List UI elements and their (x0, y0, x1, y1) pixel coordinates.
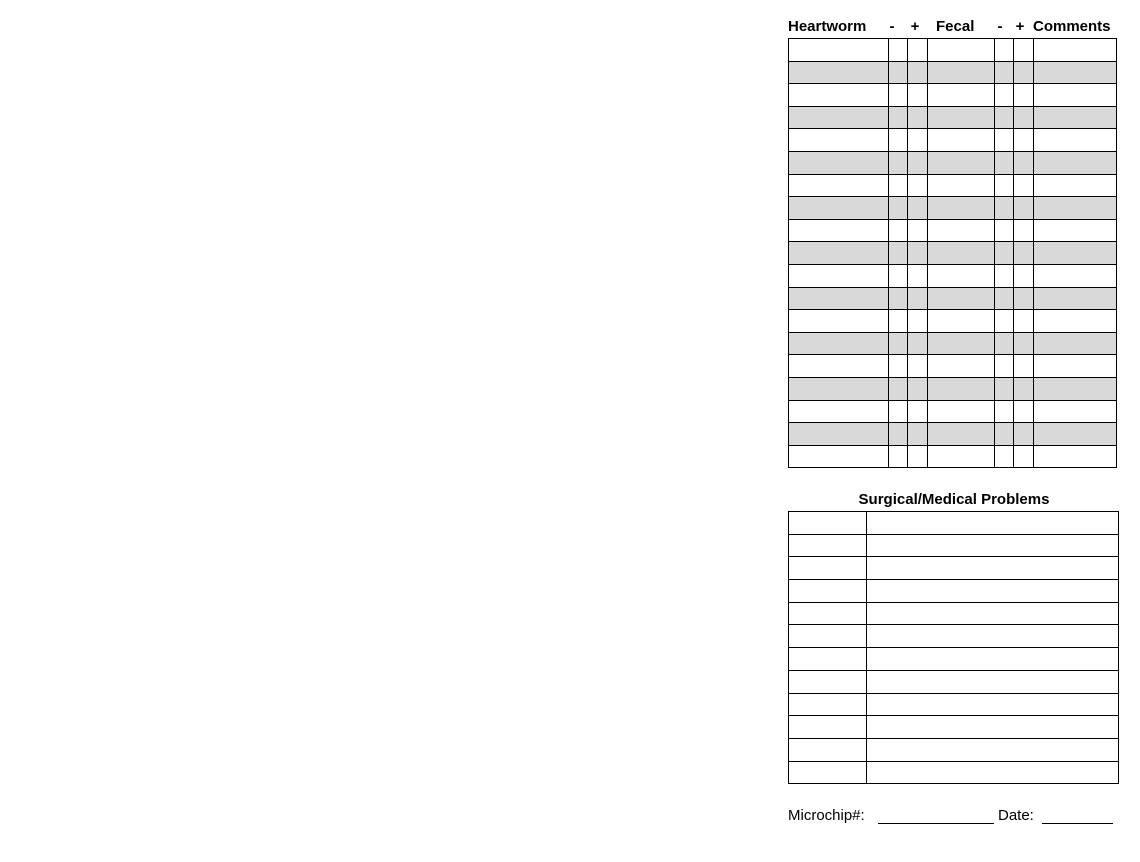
fecal-positive-cell[interactable] (1014, 332, 1034, 355)
fecal-date-cell[interactable] (928, 84, 995, 107)
heartworm-date-cell[interactable] (789, 84, 889, 107)
fecal-date-cell[interactable] (928, 129, 995, 152)
comments-cell[interactable] (1034, 84, 1117, 107)
test-log-row (789, 445, 1117, 468)
problem-description-cell[interactable] (867, 761, 1119, 784)
heartworm-date-cell[interactable] (789, 219, 889, 242)
heartworm-date-cell[interactable] (789, 332, 889, 355)
fecal-positive-cell[interactable] (1014, 400, 1034, 423)
comments-header: Comments (1033, 18, 1111, 35)
fecal-date-cell[interactable] (928, 287, 995, 310)
hw-positive-cell[interactable] (908, 445, 928, 468)
heartworm-header: Heartworm (788, 18, 867, 35)
fecal-positive-cell[interactable] (1014, 423, 1034, 446)
hw-positive-cell[interactable] (908, 61, 928, 84)
comments-cell[interactable] (1034, 400, 1117, 423)
comments-cell[interactable] (1034, 197, 1117, 220)
hw-negative-cell[interactable] (889, 39, 908, 62)
fecal-positive-cell[interactable] (1014, 355, 1034, 378)
test-log-row (789, 174, 1117, 197)
heartworm-negative-header: - (889, 18, 895, 35)
fecal-header: Fecal (936, 18, 975, 35)
comments-cell[interactable] (1034, 445, 1117, 468)
date-field[interactable] (1042, 823, 1113, 824)
hw-positive-cell[interactable] (908, 242, 928, 265)
fecal-negative-cell[interactable] (995, 264, 1014, 287)
microchip-field[interactable] (878, 823, 994, 824)
problem-date-cell[interactable] (789, 648, 867, 671)
test-log-row (789, 151, 1117, 174)
test-log-row (789, 106, 1117, 129)
fecal-positive-cell[interactable] (1014, 106, 1034, 129)
fecal-date-cell[interactable] (928, 400, 995, 423)
problem-date-cell[interactable] (789, 625, 867, 648)
test-log-row (789, 377, 1117, 400)
hw-positive-cell[interactable] (908, 332, 928, 355)
comments-cell[interactable] (1034, 377, 1117, 400)
heartworm-date-cell[interactable] (789, 106, 889, 129)
heartworm-date-cell[interactable] (789, 310, 889, 333)
fecal-positive-cell[interactable] (1014, 445, 1034, 468)
comments-cell[interactable] (1034, 264, 1117, 287)
heartworm-date-cell[interactable] (789, 400, 889, 423)
problem-row (789, 580, 1119, 603)
problem-description-cell[interactable] (867, 557, 1119, 580)
heartworm-date-cell[interactable] (789, 129, 889, 152)
problem-row (789, 625, 1119, 648)
hw-positive-cell[interactable] (908, 219, 928, 242)
fecal-date-cell[interactable] (928, 242, 995, 265)
fecal-positive-cell[interactable] (1014, 39, 1034, 62)
fecal-positive-header: + (1015, 18, 1025, 35)
fecal-negative-cell[interactable] (995, 197, 1014, 220)
problem-date-cell[interactable] (789, 716, 867, 739)
hw-positive-cell[interactable] (908, 197, 928, 220)
test-log-row (789, 310, 1117, 333)
test-log-row (789, 197, 1117, 220)
problem-row (789, 670, 1119, 693)
problem-description-cell[interactable] (867, 580, 1119, 603)
fecal-positive-cell[interactable] (1014, 84, 1034, 107)
fecal-positive-cell[interactable] (1014, 310, 1034, 333)
fecal-positive-cell[interactable] (1014, 377, 1034, 400)
heartworm-date-cell[interactable] (789, 61, 889, 84)
comments-cell[interactable] (1034, 332, 1117, 355)
problem-date-cell[interactable] (789, 602, 867, 625)
heartworm-date-cell[interactable] (789, 39, 889, 62)
problem-row (789, 534, 1119, 557)
fecal-negative-cell[interactable] (995, 84, 1014, 107)
fecal-positive-cell[interactable] (1014, 219, 1034, 242)
problem-date-cell[interactable] (789, 512, 867, 535)
test-log-row (789, 423, 1117, 446)
fecal-date-cell[interactable] (928, 174, 995, 197)
hw-negative-cell[interactable] (889, 332, 908, 355)
comments-cell[interactable] (1034, 423, 1117, 446)
heartworm-date-cell[interactable] (789, 242, 889, 265)
hw-negative-cell[interactable] (889, 400, 908, 423)
problem-row (789, 716, 1119, 739)
problem-date-cell[interactable] (789, 738, 867, 761)
fecal-date-cell[interactable] (928, 106, 995, 129)
hw-negative-cell[interactable] (889, 106, 908, 129)
test-log-row (789, 129, 1117, 152)
problem-description-cell[interactable] (867, 602, 1119, 625)
fecal-negative-cell[interactable] (995, 151, 1014, 174)
fecal-date-cell[interactable] (928, 377, 995, 400)
problem-description-cell[interactable] (867, 534, 1119, 557)
hw-negative-cell[interactable] (889, 445, 908, 468)
problems-table (788, 511, 1119, 784)
comments-cell[interactable] (1034, 151, 1117, 174)
problem-description-cell[interactable] (867, 670, 1119, 693)
heartworm-date-cell[interactable] (789, 377, 889, 400)
comments-cell[interactable] (1034, 219, 1117, 242)
fecal-negative-cell[interactable] (995, 61, 1014, 84)
hw-negative-cell[interactable] (889, 61, 908, 84)
fecal-positive-cell[interactable] (1014, 242, 1034, 265)
fecal-negative-cell[interactable] (995, 423, 1014, 446)
fecal-date-cell[interactable] (928, 310, 995, 333)
hw-positive-cell[interactable] (908, 423, 928, 446)
test-log-row (789, 242, 1117, 265)
hw-negative-cell[interactable] (889, 174, 908, 197)
problem-description-cell[interactable] (867, 738, 1119, 761)
hw-negative-cell[interactable] (889, 423, 908, 446)
heartworm-date-cell[interactable] (789, 174, 889, 197)
hw-positive-cell[interactable] (908, 310, 928, 333)
heartworm-date-cell[interactable] (789, 423, 889, 446)
problem-description-cell[interactable] (867, 716, 1119, 739)
fecal-date-cell[interactable] (928, 423, 995, 446)
fecal-negative-cell[interactable] (995, 377, 1014, 400)
fecal-date-cell[interactable] (928, 151, 995, 174)
fecal-negative-cell[interactable] (995, 174, 1014, 197)
hw-negative-cell[interactable] (889, 355, 908, 378)
hw-negative-cell[interactable] (889, 151, 908, 174)
heartworm-positive-header: + (910, 18, 920, 35)
hw-positive-cell[interactable] (908, 129, 928, 152)
hw-negative-cell[interactable] (889, 197, 908, 220)
problem-description-cell[interactable] (867, 648, 1119, 671)
fecal-negative-cell[interactable] (995, 242, 1014, 265)
problem-row (789, 648, 1119, 671)
problem-date-cell[interactable] (789, 534, 867, 557)
test-log-row (789, 400, 1117, 423)
problem-row (789, 761, 1119, 784)
fecal-date-cell[interactable] (928, 445, 995, 468)
hw-negative-cell[interactable] (889, 219, 908, 242)
fecal-positive-cell[interactable] (1014, 151, 1034, 174)
heartworm-date-cell[interactable] (789, 445, 889, 468)
test-log-row (789, 355, 1117, 378)
hw-negative-cell[interactable] (889, 264, 908, 287)
hw-positive-cell[interactable] (908, 174, 928, 197)
comments-cell[interactable] (1034, 39, 1117, 62)
fecal-negative-cell[interactable] (995, 400, 1014, 423)
problem-date-cell[interactable] (789, 580, 867, 603)
hw-negative-cell[interactable] (889, 84, 908, 107)
fecal-negative-cell[interactable] (995, 287, 1014, 310)
test-log-row (789, 84, 1117, 107)
heartworm-date-cell[interactable] (789, 197, 889, 220)
test-log-row (789, 332, 1117, 355)
fecal-date-cell[interactable] (928, 39, 995, 62)
microchip-label: Microchip#: (788, 807, 865, 824)
heartworm-date-cell[interactable] (789, 355, 889, 378)
hw-negative-cell[interactable] (889, 377, 908, 400)
date-label: Date: (998, 807, 1034, 824)
comments-cell[interactable] (1034, 242, 1117, 265)
hw-negative-cell[interactable] (889, 310, 908, 333)
fecal-positive-cell[interactable] (1014, 174, 1034, 197)
surgical-title: Surgical/Medical Problems (858, 491, 1050, 508)
problem-description-cell[interactable] (867, 512, 1119, 535)
fecal-date-cell[interactable] (928, 355, 995, 378)
fecal-negative-cell[interactable] (995, 310, 1014, 333)
fecal-negative-cell[interactable] (995, 445, 1014, 468)
fecal-positive-cell[interactable] (1014, 129, 1034, 152)
problem-row (789, 512, 1119, 535)
heartworm-date-cell[interactable] (789, 151, 889, 174)
problem-description-cell[interactable] (867, 693, 1119, 716)
hw-positive-cell[interactable] (908, 151, 928, 174)
test-log-row (789, 287, 1117, 310)
hw-positive-cell[interactable] (908, 377, 928, 400)
hw-positive-cell[interactable] (908, 39, 928, 62)
comments-cell[interactable] (1034, 129, 1117, 152)
hw-positive-cell[interactable] (908, 106, 928, 129)
problem-row (789, 602, 1119, 625)
hw-negative-cell[interactable] (889, 287, 908, 310)
test-log-row (789, 39, 1117, 62)
fecal-positive-cell[interactable] (1014, 264, 1034, 287)
fecal-positive-cell[interactable] (1014, 287, 1034, 310)
test-log-row (789, 219, 1117, 242)
comments-cell[interactable] (1034, 287, 1117, 310)
hw-positive-cell[interactable] (908, 355, 928, 378)
fecal-negative-cell[interactable] (995, 106, 1014, 129)
fecal-negative-cell[interactable] (995, 219, 1014, 242)
hw-negative-cell[interactable] (889, 129, 908, 152)
fecal-negative-header: - (997, 18, 1003, 35)
problem-row (789, 693, 1119, 716)
heartworm-date-cell[interactable] (789, 287, 889, 310)
comments-cell[interactable] (1034, 310, 1117, 333)
hw-positive-cell[interactable] (908, 84, 928, 107)
problem-date-cell[interactable] (789, 670, 867, 693)
fecal-negative-cell[interactable] (995, 39, 1014, 62)
comments-cell[interactable] (1034, 355, 1117, 378)
comments-cell[interactable] (1034, 106, 1117, 129)
comments-cell[interactable] (1034, 174, 1117, 197)
problem-description-cell[interactable] (867, 625, 1119, 648)
problem-date-cell[interactable] (789, 557, 867, 580)
fecal-negative-cell[interactable] (995, 332, 1014, 355)
fecal-date-cell[interactable] (928, 197, 995, 220)
test-log-row (789, 61, 1117, 84)
problem-date-cell[interactable] (789, 761, 867, 784)
problem-date-cell[interactable] (789, 693, 867, 716)
problems-body (789, 512, 1119, 784)
fecal-date-cell[interactable] (928, 332, 995, 355)
fecal-date-cell[interactable] (928, 219, 995, 242)
test-log-row (789, 264, 1117, 287)
hw-positive-cell[interactable] (908, 264, 928, 287)
hw-negative-cell[interactable] (889, 242, 908, 265)
fecal-positive-cell[interactable] (1014, 197, 1034, 220)
problem-row (789, 738, 1119, 761)
fecal-date-cell[interactable] (928, 264, 995, 287)
hw-positive-cell[interactable] (908, 287, 928, 310)
test-log-table (788, 38, 1117, 468)
fecal-date-cell[interactable] (928, 61, 995, 84)
fecal-negative-cell[interactable] (995, 129, 1014, 152)
problem-row (789, 557, 1119, 580)
fecal-negative-cell[interactable] (995, 355, 1014, 378)
fecal-positive-cell[interactable] (1014, 61, 1034, 84)
heartworm-date-cell[interactable] (789, 264, 889, 287)
hw-positive-cell[interactable] (908, 400, 928, 423)
comments-cell[interactable] (1034, 61, 1117, 84)
test-log-body (789, 39, 1117, 468)
